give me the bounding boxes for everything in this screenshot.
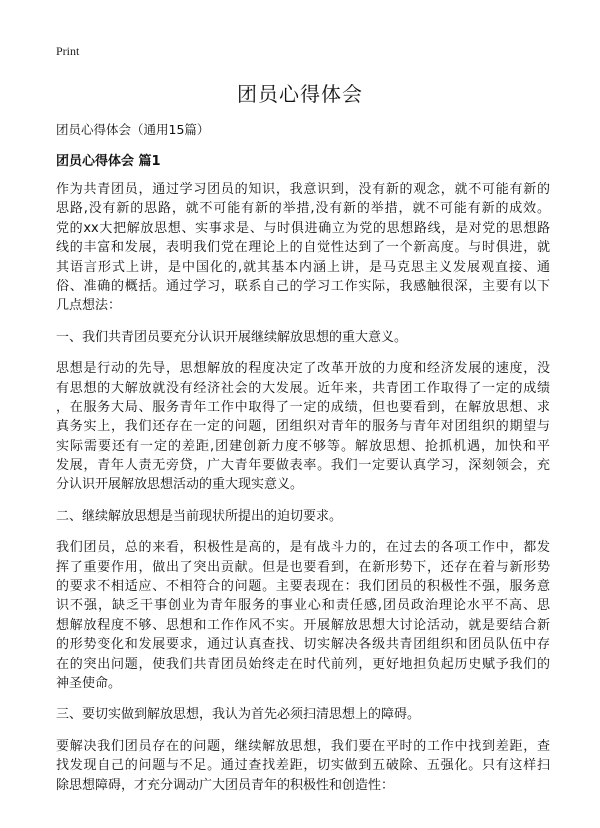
text-line: 想解放程度不够、思想和工作作风不实。开展解放思想大讨论活动，就是要结合新 <box>56 617 550 633</box>
section-heading: 团员心得体会 篇1 <box>56 154 161 169</box>
text-line: 三、要切实做到解放思想，我认为首先必须扫清思想上的障碍。 <box>56 707 421 723</box>
text-line: 挥了重要作用，做出了突出贡献。但是也要看到，在新形势下，还存在着与新形势 <box>56 559 550 575</box>
text-line: 作为共青团员，通过学习团员的知识，我意识到，没有新的观念，就不可能有新的 <box>56 182 550 197</box>
text-line: 要解决我们团员存在的问题，继续解放思想，我们要在平时的工作中找到差距，查 <box>56 738 550 754</box>
text-line: 我们团员，总的来看，积极性是高的，是有战斗力的，在过去的各项工作中，都发 <box>56 540 550 556</box>
point-two-heading <box>56 507 550 526</box>
text-line: ，在服务大局、服务青年工作中取得了一定的成绩，但也要看到，在解放思想、求 <box>56 399 550 415</box>
print-link[interactable]: Print <box>56 44 80 58</box>
text-line: 分认识开展解放思想活动的重大现实意义。 <box>56 477 304 493</box>
paragraph-point-one <box>56 359 550 495</box>
point-one-heading <box>56 328 550 347</box>
text-line: 神圣使命。 <box>56 675 122 691</box>
text-line: 找发现自己的问题与不足。通过查找差距，切实做到五破除、五强化。只有这样扫 <box>56 758 550 774</box>
text-line: 的要求不相适应、不相符合的问题。主要表现在：我们团员的积极性不强，服务意 <box>56 579 550 595</box>
text-line: 一、我们共青团员要充分认识开展继续解放思想的重大意义。 <box>56 329 408 345</box>
text-line: 其语言形式上讲，是中国化的,就其基本内涵上讲，是马克思主义发展观直接、通 <box>56 259 550 275</box>
text-line: 除思想障碍，才充分调动广大团员青年的积极性和创造性： <box>56 777 395 793</box>
point-three-heading <box>56 705 550 724</box>
paragraph-point-two <box>56 538 550 693</box>
text-line: 在的突出问题，使我们共青团员始终走在时代前列，更好地担负起历史赋予我们的 <box>56 656 550 672</box>
paragraph-point-three <box>56 737 550 795</box>
text-line: 发展，青年人责无旁贷，广大青年要做表率。我们一定要认真学习，深刻领会，充 <box>56 458 550 474</box>
paragraph-intro <box>56 180 550 316</box>
text-line: 党的xx大把解放思想、实事求是、与时俱进确立为党的思想路线，是对党的思想路 <box>56 220 550 236</box>
text-line: 思路,没有新的思路，就不可能有新的举措,没有新的举措，就不可能有新的成效。 <box>56 201 550 217</box>
page-title: 团员心得体会 <box>237 82 363 106</box>
article-body <box>56 180 550 807</box>
text-line: 线的丰富和发展，表明我们党在理论上的自觉性达到了一个新高度。与时俱进，就 <box>56 240 550 256</box>
text-line: 实际需要还有一定的差距,团建创新力度不够等。解放思想、抢抓机遇，加快和平 <box>56 438 550 454</box>
document-subtitle: 团员心得体会（通用15篇） <box>56 122 210 137</box>
text-line: 几点想法： <box>56 298 122 314</box>
text-line: 二、继续解放思想是当前现状所提出的迫切要求。 <box>56 508 343 524</box>
text-line: 的形势变化和发展要求，通过认真查找、切实解决各级共青团组织和团员队伍中存 <box>56 637 550 653</box>
text-line: 思想是行动的先导，思想解放的程度决定了改革开放的力度和经济发展的速度，没 <box>56 361 550 377</box>
text-line: 真务实上，我们还存在一定的问题，团组织对青年的服务与青年对团组织的期望与 <box>56 419 550 435</box>
text-line: 俗、准确的概括。通过学习，联系自己的学习工作实际，我感触很深，主要有以下 <box>56 278 550 294</box>
text-line: 识不强，缺乏干事创业为青年服务的事业心和责任感,团员政治理论水平不高、思 <box>56 598 550 614</box>
text-line: 有思想的大解放就没有经济社会的大发展。近年来，共青团工作取得了一定的成绩 <box>56 380 550 396</box>
